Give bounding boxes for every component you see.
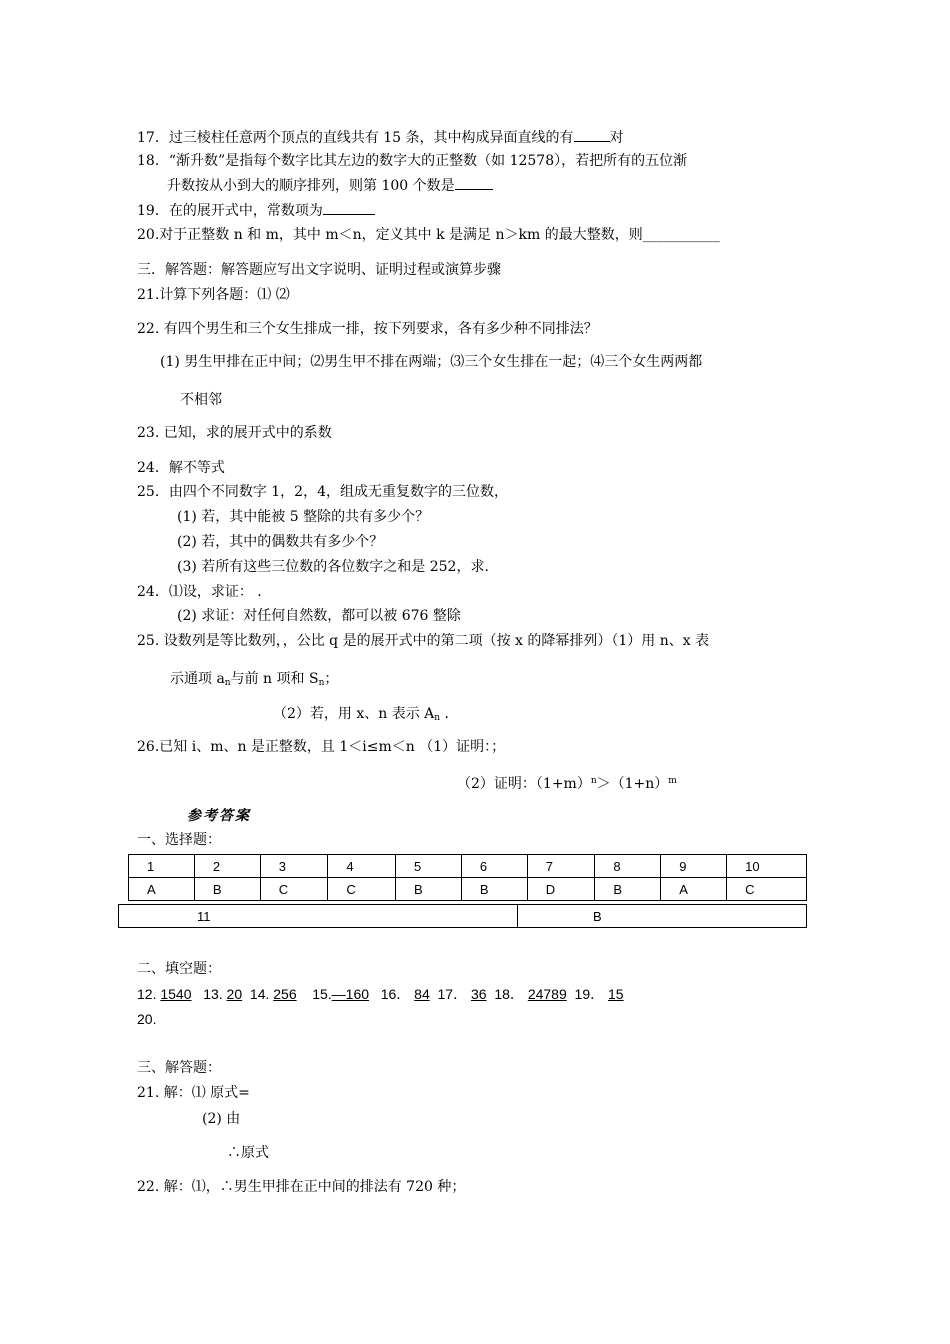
solution-21: 21. 解：⑴ 原式= bbox=[137, 1085, 250, 1101]
question-26: 26.已知 i、m、n 是正整数，且 1＜i≤m＜n （1）证明：； bbox=[137, 739, 506, 755]
superscript: n bbox=[590, 776, 597, 786]
table-cell: 10 bbox=[727, 855, 807, 878]
table-cell: A bbox=[129, 878, 195, 901]
table-row bbox=[129, 878, 807, 901]
item-number: 18． bbox=[494, 986, 524, 1002]
question-22-parts-cont: 不相邻 bbox=[180, 392, 222, 408]
table-cell: 1 bbox=[129, 855, 195, 878]
question-24b-part2: (2) 求证：对任何自然数，都可以被 676 整除 bbox=[177, 608, 461, 624]
question-22: 22. 有四个男生和三个女生排成一排，按下列要求，各有多少种不同排法？ bbox=[137, 321, 598, 337]
solution-22: 22. 解：⑴，∴男生甲排在正中间的排法有 720 种； bbox=[137, 1179, 466, 1195]
table-cell: D bbox=[527, 878, 595, 901]
answer-blank bbox=[574, 127, 610, 142]
fill-answer-20: 20. bbox=[137, 1011, 157, 1027]
table-row bbox=[119, 905, 807, 928]
table-cell: B bbox=[461, 878, 527, 901]
question-25-part1: (1) 若，其中能被 5 整除的共有多少个？ bbox=[177, 509, 430, 525]
text: 与前 n 项和 S bbox=[230, 671, 319, 687]
question-18-text: 升数按从小到大的顺序排列，则第 100 个数是 bbox=[167, 178, 455, 194]
question-18-line1: 18．“渐升数”是指每个数字比其左边的数字大的正整数（如 12578），若把所有的五位渐 bbox=[137, 153, 688, 169]
question-24: 24．解不等式 bbox=[137, 460, 225, 476]
item-number: 17． bbox=[437, 986, 468, 1002]
table-cell: B bbox=[595, 878, 661, 901]
question-20: 20.对于正整数 n 和 m，其中 m＜n，定义其中 k 是满足 n＞km 的最大整数，则___________ bbox=[137, 227, 720, 243]
section-3-heading: 三．解答题：解答题应写出文字说明、证明过程或演算步骤 bbox=[137, 262, 501, 278]
question-26-part2 bbox=[457, 771, 677, 794]
question-25b-line3 bbox=[273, 704, 449, 728]
answers-title: 参考答案 bbox=[187, 808, 251, 824]
superscript: m bbox=[668, 776, 677, 786]
fill-answer: 36 bbox=[470, 986, 487, 1002]
table-cell: 4 bbox=[328, 855, 396, 878]
item-number: 13. bbox=[203, 986, 223, 1002]
question-25-part3: (3) 若所有这些三位数的各位数字之和是 252，求. bbox=[177, 559, 489, 575]
question-24b: 24．⑴设，求证： . bbox=[137, 584, 262, 600]
question-18-line2 bbox=[167, 175, 493, 196]
table-cell: 5 bbox=[396, 855, 462, 878]
table-cell: 2 bbox=[194, 855, 260, 878]
solution-21-result: ∴原式 bbox=[227, 1145, 269, 1161]
answers-section-3: 三、解答题： bbox=[137, 1060, 221, 1076]
answers-section-2: 二、填空题： bbox=[137, 961, 221, 977]
item-number: 14. bbox=[249, 986, 270, 1002]
fill-answer: —160 bbox=[331, 986, 370, 1002]
question-25b-line2 bbox=[170, 669, 338, 693]
fill-answer: 24789 bbox=[527, 986, 567, 1002]
question-19 bbox=[137, 200, 375, 221]
question-23: 23. 已知，求的展开式中的系数 bbox=[137, 425, 332, 441]
table-cell: 9 bbox=[661, 855, 727, 878]
table-cell: 8 bbox=[595, 855, 661, 878]
item-number: 12. bbox=[137, 986, 157, 1002]
table-cell: 6 bbox=[461, 855, 527, 878]
table-cell: C bbox=[727, 878, 807, 901]
answer-table-extra bbox=[118, 904, 807, 928]
answer-blank bbox=[455, 175, 493, 190]
table-cell: C bbox=[260, 878, 328, 901]
text: （2）证明：（1+m） bbox=[457, 776, 591, 792]
text: 示通项 a bbox=[170, 671, 225, 687]
fill-answer: 84 bbox=[414, 986, 430, 1002]
fill-answer: 20 bbox=[226, 986, 243, 1002]
question-17-text: 17．过三棱柱任意两个顶点的直线共有 15 条，其中构成异面直线的有 bbox=[137, 130, 574, 146]
question-25: 25．由四个不同数字 1，2，4，组成无重复数字的三位数， bbox=[137, 484, 508, 500]
table-cell: A bbox=[661, 878, 727, 901]
subscript: n bbox=[434, 713, 441, 723]
solution-21-part2: (2) 由 bbox=[202, 1111, 241, 1127]
question-17-suffix: 对 bbox=[609, 130, 624, 146]
item-number: 19． bbox=[574, 986, 605, 1002]
text: ＞（1+n） bbox=[596, 776, 669, 792]
item-number: 15. bbox=[312, 986, 332, 1002]
table-cell: 7 bbox=[527, 855, 595, 878]
table-cell: B bbox=[396, 878, 462, 901]
answer-blank bbox=[323, 200, 375, 215]
answer-table-main bbox=[128, 854, 807, 901]
question-25-part2: (2) 若，其中的偶数共有多少个？ bbox=[177, 534, 384, 550]
subscript: n bbox=[224, 678, 231, 688]
text: （2）若，用 x、n 表示 A bbox=[273, 706, 435, 722]
table-cell: 11 bbox=[119, 905, 518, 928]
question-17 bbox=[137, 127, 624, 148]
fill-answer: 256 bbox=[273, 986, 297, 1002]
question-21: 21.计算下列各题：⑴ ⑵ bbox=[137, 287, 290, 303]
table-cell: 3 bbox=[260, 855, 328, 878]
text: . bbox=[440, 706, 449, 722]
question-22-parts: (1) 男生甲排在正中间；⑵男生甲不排在两端；⑶三个女生排在一起；⑷三个女生两两都 bbox=[160, 354, 703, 370]
item-number: 16． bbox=[380, 986, 411, 1002]
fill-answer: 1540 bbox=[160, 986, 192, 1002]
table-cell: C bbox=[328, 878, 396, 901]
fill-answer: 15 bbox=[608, 986, 624, 1002]
text: ； bbox=[324, 671, 339, 687]
table-cell: B bbox=[194, 878, 260, 901]
subscript: n bbox=[318, 678, 325, 688]
table-row bbox=[129, 855, 807, 878]
question-19-text: 19．在的展开式中，常数项为 bbox=[137, 203, 323, 219]
answers-section-1: 一、选择题： bbox=[137, 832, 221, 848]
fill-answers bbox=[137, 984, 624, 1004]
question-25b: 25. 设数列是等比数列，，公比 q 是的展开式中的第二项（按 x 的降幂排列）（1）用 n、x 表 bbox=[137, 633, 710, 649]
table-cell: B bbox=[518, 905, 807, 928]
